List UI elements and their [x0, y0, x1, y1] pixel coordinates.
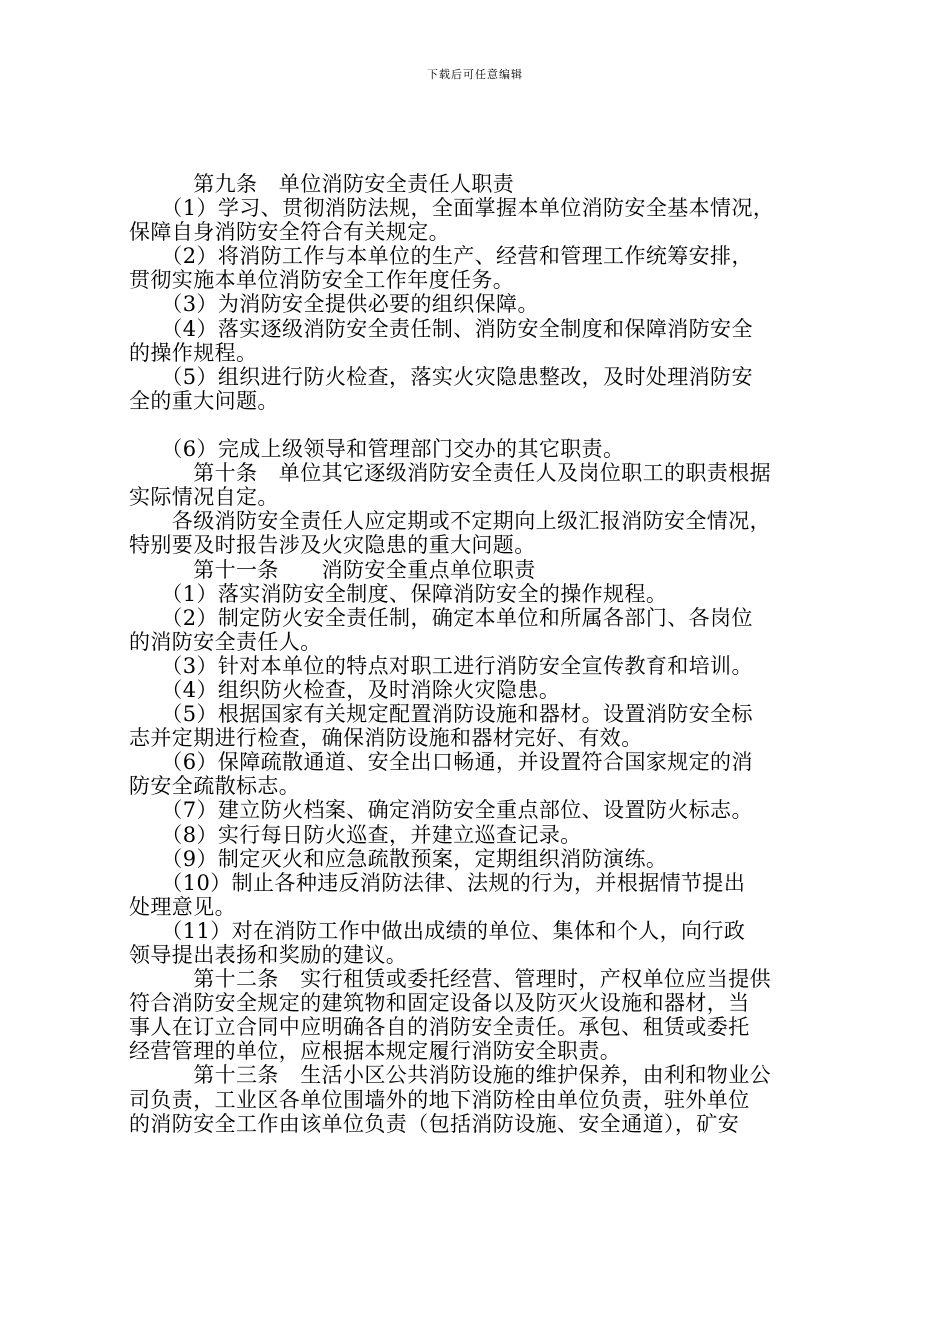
text-line: 全的重大问题。: [129, 388, 279, 413]
text-line: （2）制定防火安全责任制，确定本单位和所属各部门、各岗位: [129, 605, 753, 630]
text-line: 实际情况自定。: [129, 485, 279, 510]
text-line: （10）制止各种违反消防法律、法规的行为，并根据情节提出: [129, 870, 746, 895]
text-line: 第九条 单位消防安全责任人职责: [129, 172, 515, 196]
text-line: 第十一条 消防安全重点单位职责: [129, 557, 536, 582]
text-line: （3）针对本单位的特点对职工进行消防安全宣传教育和培训。: [129, 653, 753, 678]
text-line: （1）落实消防安全制度、保障消防安全的操作规程。: [129, 581, 668, 606]
text-line: 符合消防安全规定的建筑物和固定设备以及防灭火设施和器材，当: [129, 991, 750, 1016]
text-line: （5）组织进行防火检查，落实火灾隐患整改，及时处理消防安: [129, 364, 753, 389]
text-line: 保障自身消防安全符合有关规定。: [129, 220, 450, 245]
page-header-note: 下载后可任意编辑: [427, 68, 523, 81]
text-line: （8）实行每日防火巡查，并建立巡查记录。: [129, 822, 582, 847]
text-line: （11）对在消防工作中做出成绩的单位、集体和个人，向行政: [129, 918, 746, 943]
text-line: （4）落实逐级消防安全责任制、消防安全制度和保障消防安全: [129, 316, 753, 341]
text-line: 领导提出表扬和奖励的建议。: [129, 943, 408, 967]
text-line: 志并定期进行检查，确保消防设施和器材完好、有效。: [129, 726, 643, 751]
text-line: （3）为消防安全提供必要的组织保障。: [129, 292, 539, 317]
text-line: （7）建立防火档案、确定消防安全重点部位、设置防火标志。: [129, 798, 753, 823]
blank-line: [129, 413, 829, 437]
text-line: 特别要及时报告涉及火灾隐患的重大问题。: [129, 533, 536, 558]
text-line: 经营管理的单位，应根据本规定履行消防安全职责。: [129, 1039, 622, 1064]
text-line: 第十条 单位其它逐级消防安全责任人及岗位职工的职责根据: [129, 461, 771, 486]
text-line: （2）将消防工作与本单位的生产、经营和管理工作统筹安排，: [129, 244, 753, 269]
text-line: （6）保障疏散通道、安全出口畅通，并设置符合国家规定的消: [129, 750, 753, 775]
text-line: 的消防安全责任人。: [129, 629, 322, 654]
text-line: 贯彻实施本单位消防安全工作年度任务。: [129, 268, 515, 293]
text-line: 事人在订立合同中应明确各自的消防安全责任。承包、租赁或委托: [129, 1015, 750, 1040]
text-line: 的操作规程。: [129, 340, 258, 365]
text-line: 第十二条 实行租赁或委托经营、管理时，产权单位应当提供: [129, 967, 771, 992]
text-line: （9）制定灭火和应急疏散预案，定期组织消防演练。: [129, 846, 668, 871]
text-line: 的消防安全工作由该单位负责（包括消防设施、安全通道），矿安: [129, 1111, 740, 1136]
text-line: 各级消防安全责任人应定期或不定期向上级汇报消防安全情况，: [129, 509, 771, 534]
text-line: （1）学习、贯彻消防法规，全面掌握本单位消防安全基本情况，: [129, 196, 775, 221]
document-body: [129, 172, 829, 1136]
text-line: 第十三条 生活小区公共消防设施的维护保养，由利和物业公: [129, 1063, 771, 1088]
text-line: （4）组织防火检查，及时消除火灾隐患。: [129, 677, 561, 702]
text-line: 处理意见。: [129, 894, 236, 919]
text-line: （5）根据国家有关规定配置消防设施和器材。设置消防安全标: [129, 702, 753, 727]
text-line: 防安全疏散标志。: [129, 774, 301, 799]
text-line: 司负责，工业区各单位围墙外的地下消防栓由单位负责，驻外单位: [129, 1087, 750, 1112]
text-line: （6）完成上级领导和管理部门交办的其它职责。: [129, 437, 625, 462]
